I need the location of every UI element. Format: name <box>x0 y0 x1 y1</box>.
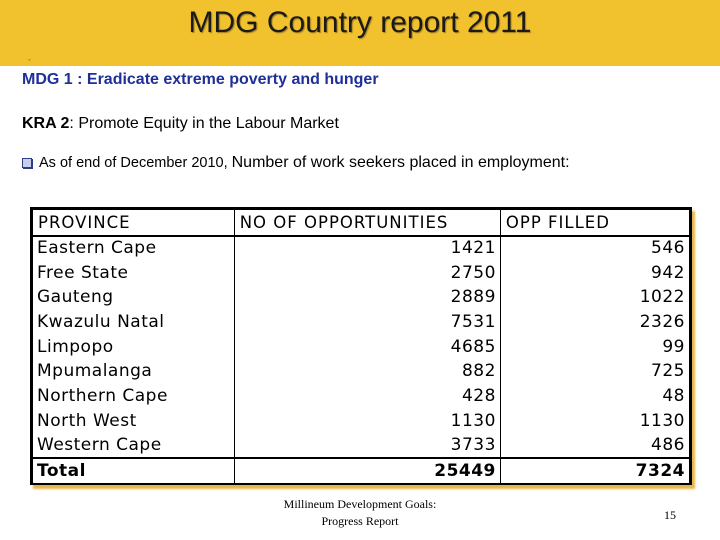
cell-filled: 1130 <box>500 408 689 433</box>
table-row <box>33 334 690 359</box>
cell-filled: 546 <box>500 236 689 261</box>
table-total-row <box>33 458 690 484</box>
cell-province: Western Cape <box>33 433 235 458</box>
square-bullet-icon <box>22 158 32 168</box>
kra-prefix: KRA 2 <box>22 115 70 132</box>
cell-opportunities: 7531 <box>234 310 500 335</box>
total-label: Total <box>33 458 235 484</box>
bullet-lead: As of end of December 2010, <box>39 155 228 171</box>
cell-filled: 725 <box>500 359 689 384</box>
cell-province: North West <box>33 408 235 433</box>
cell-province: Kwazulu Natal <box>33 310 235 335</box>
footer-line-2: Progress Report <box>321 514 399 528</box>
kra-text: : Promote Equity in the Labour Market <box>69 115 339 132</box>
cell-opportunities: 2889 <box>234 285 500 310</box>
cell-filled: 99 <box>500 334 689 359</box>
header-filled: OPP FILLED <box>500 210 689 236</box>
header-province: PROVINCE <box>33 210 235 236</box>
cell-filled: 1022 <box>500 285 689 310</box>
cell-opportunities: 428 <box>234 384 500 409</box>
table-header-row <box>33 210 690 236</box>
cell-opportunities: 4685 <box>234 334 500 359</box>
cell-province: Mpumalanga <box>33 359 235 384</box>
footer-line-1: Millineum Development Goals: <box>283 497 437 511</box>
total-filled: 7324 <box>500 458 689 484</box>
table-row <box>33 260 690 285</box>
cell-opportunities: 1421 <box>234 236 500 261</box>
cell-opportunities: 1130 <box>234 408 500 433</box>
cell-filled: 48 <box>500 384 689 409</box>
table-row <box>33 433 690 458</box>
small-mark: ˇ <box>28 58 31 68</box>
footer-caption <box>250 496 470 530</box>
cell-filled: 2326 <box>500 310 689 335</box>
bullet-text: Number of work seekers placed in employment: <box>231 154 570 171</box>
table-row <box>33 310 690 335</box>
mdg-heading: MDG 1 : Eradicate extreme poverty and hunger <box>22 71 379 88</box>
cell-opportunities: 882 <box>234 359 500 384</box>
table-row <box>33 285 690 310</box>
cell-opportunities: 2750 <box>234 260 500 285</box>
table-row <box>33 359 690 384</box>
table-row <box>33 384 690 409</box>
cell-province: Eastern Cape <box>33 236 235 261</box>
cell-province: Northern Cape <box>33 384 235 409</box>
slide-title: MDG Country report 2011 <box>188 6 532 39</box>
employment-table <box>30 207 692 485</box>
total-opportunities: 25449 <box>234 458 500 484</box>
page-number: 15 <box>664 508 676 522</box>
header-opportunities: NO OF OPPORTUNITIES <box>234 210 500 236</box>
cell-filled: 486 <box>500 433 689 458</box>
cell-province: Limpopo <box>33 334 235 359</box>
kra-line <box>22 115 339 133</box>
cell-opportunities: 3733 <box>234 433 500 458</box>
cell-province: Free State <box>33 260 235 285</box>
cell-filled: 942 <box>500 260 689 285</box>
cell-province: Gauteng <box>33 285 235 310</box>
bullet-item <box>22 154 570 172</box>
table-row <box>33 236 690 261</box>
table-row <box>33 408 690 433</box>
